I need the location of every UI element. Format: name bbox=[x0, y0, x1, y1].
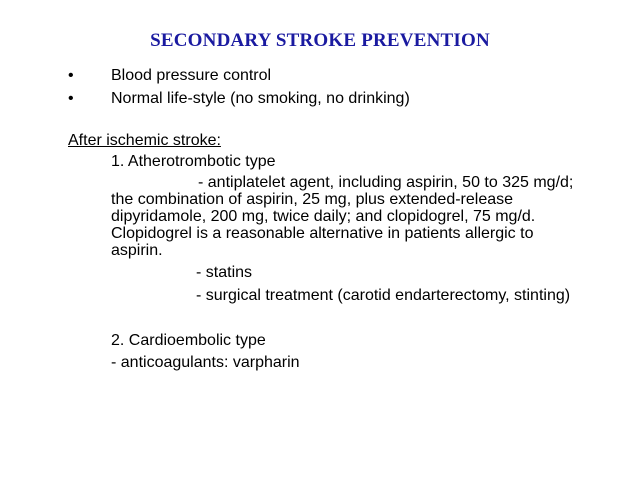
section-heading-ischemic: After ischemic stroke: bbox=[68, 132, 221, 149]
type2-anticoagulants: - anticoagulants: varpharin bbox=[111, 354, 300, 371]
type1-statins: - statins bbox=[196, 264, 253, 281]
type1-line-antiplatelet: - antiplatelet agent, including aspirin, 50 to 325 mg/d; bbox=[198, 174, 574, 191]
type2-heading: 2. Cardioembolic type bbox=[111, 332, 266, 349]
type1-line: aspirin. bbox=[111, 242, 163, 259]
type1-line: the combination of aspirin, 25 mg, plus extended-release bbox=[111, 191, 514, 208]
bullet-text-blood-pressure: Blood pressure control bbox=[111, 67, 272, 84]
bullet-marker: • bbox=[68, 90, 74, 107]
bullet-marker: • bbox=[68, 67, 74, 84]
bullet-text-life-style: Normal life-style (no smoking, no drinking) bbox=[111, 90, 410, 107]
slide-title: SECONDARY STROKE PREVENTION bbox=[150, 30, 490, 51]
type1-surgical: - surgical treatment (carotid endarterectomy, stinting) bbox=[196, 287, 571, 304]
type1-line: Clopidogrel is a reasonable alternative in patients allergic to bbox=[111, 225, 534, 242]
type1-heading: 1. Atherotrombotic type bbox=[111, 153, 276, 170]
type1-line: dipyridamole, 200 mg, twice daily; and clopidogrel, 75 mg/d. bbox=[111, 208, 536, 225]
